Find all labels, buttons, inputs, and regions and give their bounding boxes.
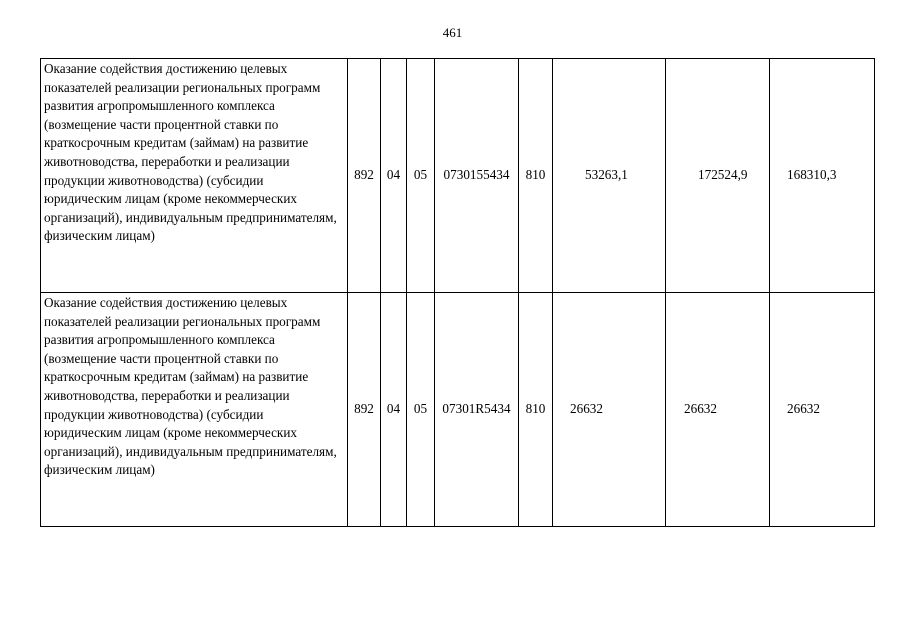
- section-code: 04: [381, 59, 407, 293]
- expense-type-code: 810: [519, 59, 553, 293]
- subsection-code: 05: [407, 59, 435, 293]
- section-code: 04: [381, 293, 407, 527]
- amount-2: 26632: [666, 293, 770, 527]
- ministry-code: 892: [348, 293, 381, 527]
- target-article-code: 0730155434: [435, 59, 519, 293]
- table-row: [41, 293, 875, 527]
- amount-2: 172524,9: [666, 59, 770, 293]
- table-row: [41, 59, 875, 293]
- target-article-code: 07301R5434: [435, 293, 519, 527]
- row-description: Оказание содействия достижению целевых показателей реализации региональных программ развития агропромышленного комплекса (возмещение части процентной ставки по краткосрочным кредитам (займам) на развитие животноводства, переработки и реализации продукции животноводства) (субсидии юридическим лицам (кроме некоммерческих организаций), индивидуальным предпринимателям, физическим лицам): [41, 59, 348, 293]
- amount-3: 168310,3: [770, 59, 875, 293]
- ministry-code: 892: [348, 59, 381, 293]
- amount-1: 53263,1: [553, 59, 666, 293]
- row-description: Оказание содействия достижению целевых показателей реализации региональных программ развития агропромышленного комплекса (возмещение части процентной ставки по краткосрочным кредитам (займам) на развитие животноводства, переработки и реализации продукции животноводства) (субсидии юридическим лицам (кроме некоммерческих организаций), индивидуальным предпринимателям, физическим лицам): [41, 293, 348, 527]
- amount-3: 26632: [770, 293, 875, 527]
- amount-1: 26632: [553, 293, 666, 527]
- expense-type-code: 810: [519, 293, 553, 527]
- page-number: 461: [442, 25, 463, 40]
- subsection-code: 05: [407, 293, 435, 527]
- budget-table: [40, 58, 875, 527]
